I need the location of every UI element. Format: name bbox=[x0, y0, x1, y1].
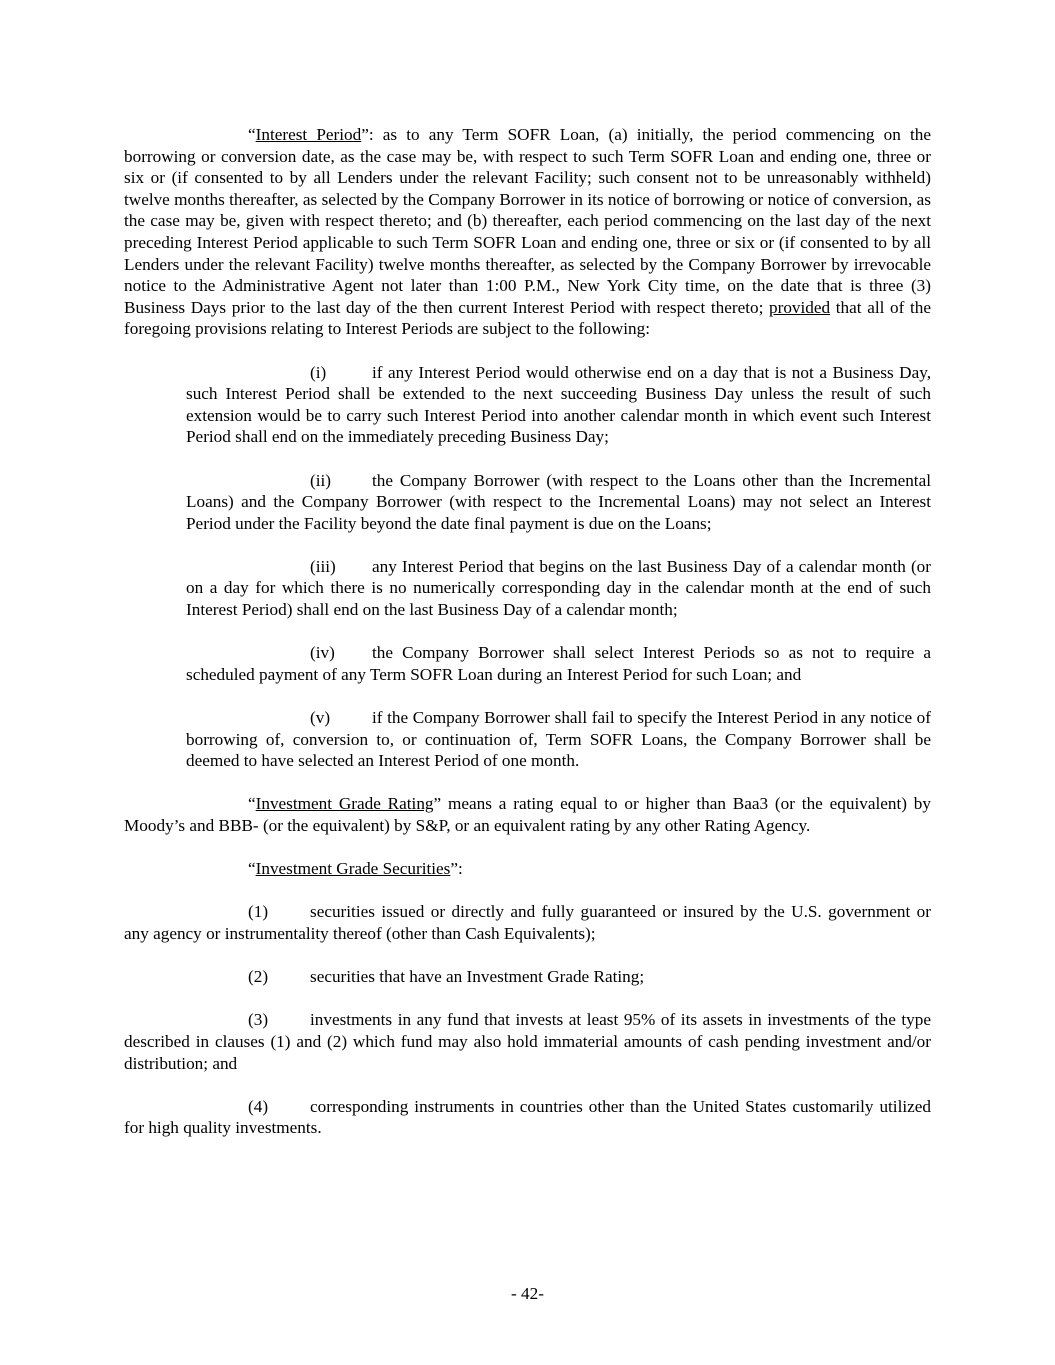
definition-investment-grade-rating: “Investment Grade Rating” means a rating equal to or higher than Baa3 (or the equivalent) by Moody’s and BBB- (or the equivalent) by S&P, or an equivalent rating by any other Rating Agency. bbox=[124, 794, 931, 835]
defined-term: Interest Period bbox=[255, 125, 362, 144]
list-item: (iii) any Interest Period that begins on the last Business Day of a calendar month (or on a day for which there is no numerically corresponding day in the calendar month at the end of such Interest Period) shall end on the last Business Day of a calendar month; bbox=[186, 556, 931, 620]
document-body bbox=[124, 124, 931, 1161]
list-item: (v) if the Company Borrower shall fail to specify the Interest Period in any notice of borrowing of, conversion to, or continuation of, Term SOFR Loans, the Company Borrower shall be deemed to have selected an Interest Period of one month. bbox=[186, 708, 931, 771]
defined-term: Investment Grade Securities bbox=[255, 859, 451, 879]
list-item: (i) if any Interest Period would otherwise end on a day that is not a Business Day, such Interest Period shall be extended to the next succeeding Business Day unless the result of such extension would be to carry such Interest Period into another calendar month in which event such Interest Period shall end on the immediately preceding Business Day; bbox=[186, 362, 931, 447]
list-item: (4) corresponding instruments in countries other than the United States customarily utilized for high quality investments. bbox=[124, 1096, 931, 1138]
provided-term: provided bbox=[769, 297, 831, 317]
definition-investment-grade-securities: “Investment Grade Securities”: bbox=[248, 859, 463, 879]
list-item: (1) securities issued or directly and fully guaranteed or insured by the U.S. government or any agency or instrumentality thereof (other than Cash Equivalents); bbox=[124, 902, 931, 943]
page-number: - 42- bbox=[511, 1284, 544, 1303]
list-item: (3) investments in any fund that invests at least 95% of its assets in investments of the type described in clauses (1) and (2) which fund may also hold immaterial amounts of cash pending investment and/or distribution; and bbox=[124, 1010, 931, 1073]
list-item: (ii) the Company Borrower (with respect to the Loans other than the Incremental Loans) and the Company Borrower (with respect to the Incremental Loans) may not select an Interest Period under the Facility beyond the date final payment is due on the Loans; bbox=[186, 470, 931, 533]
definition-interest-period: “Interest Period”: as to any Term SOFR Loan, (a) initially, the period commencing on the borrowing or conversion date, as the case may be, with respect to such Term SOFR Loan and ending one, three or six or (if consented to by all Lenders under the relevant Facility; such consent not to be unreasonably withheld) twelve months thereafter, as selected by the Company Borrower in its notice of borrowing or notice of conversion, as the case may be, given with respect thereto; and (b) thereafter, each period commencing on the last day of the next preceding Interest Period applicable to such Term SOFR Loan and ending one, three or six or (if consented to by all Lenders under the relevant Facility) twelve months thereafter, as selected by the Company Borrower by irrevocable notice to the Administrative Agent not later than 1:00 P.M., New York City time, on the date that is three (3) Business Days prior to the last day of the then current Interest Period with respect thereto; provided that all of the foregoing provisions relating to Interest Periods are subject to the following: bbox=[124, 125, 932, 339]
list-item: (2) securities that have an Investment Grade Rating; bbox=[248, 967, 645, 987]
list-item: (iv) the Company Borrower shall select Interest Periods so as not to require a scheduled payment of any Term SOFR Loan during an Interest Period for such Loan; and bbox=[186, 643, 931, 684]
defined-term: Investment Grade Rating bbox=[255, 794, 434, 814]
